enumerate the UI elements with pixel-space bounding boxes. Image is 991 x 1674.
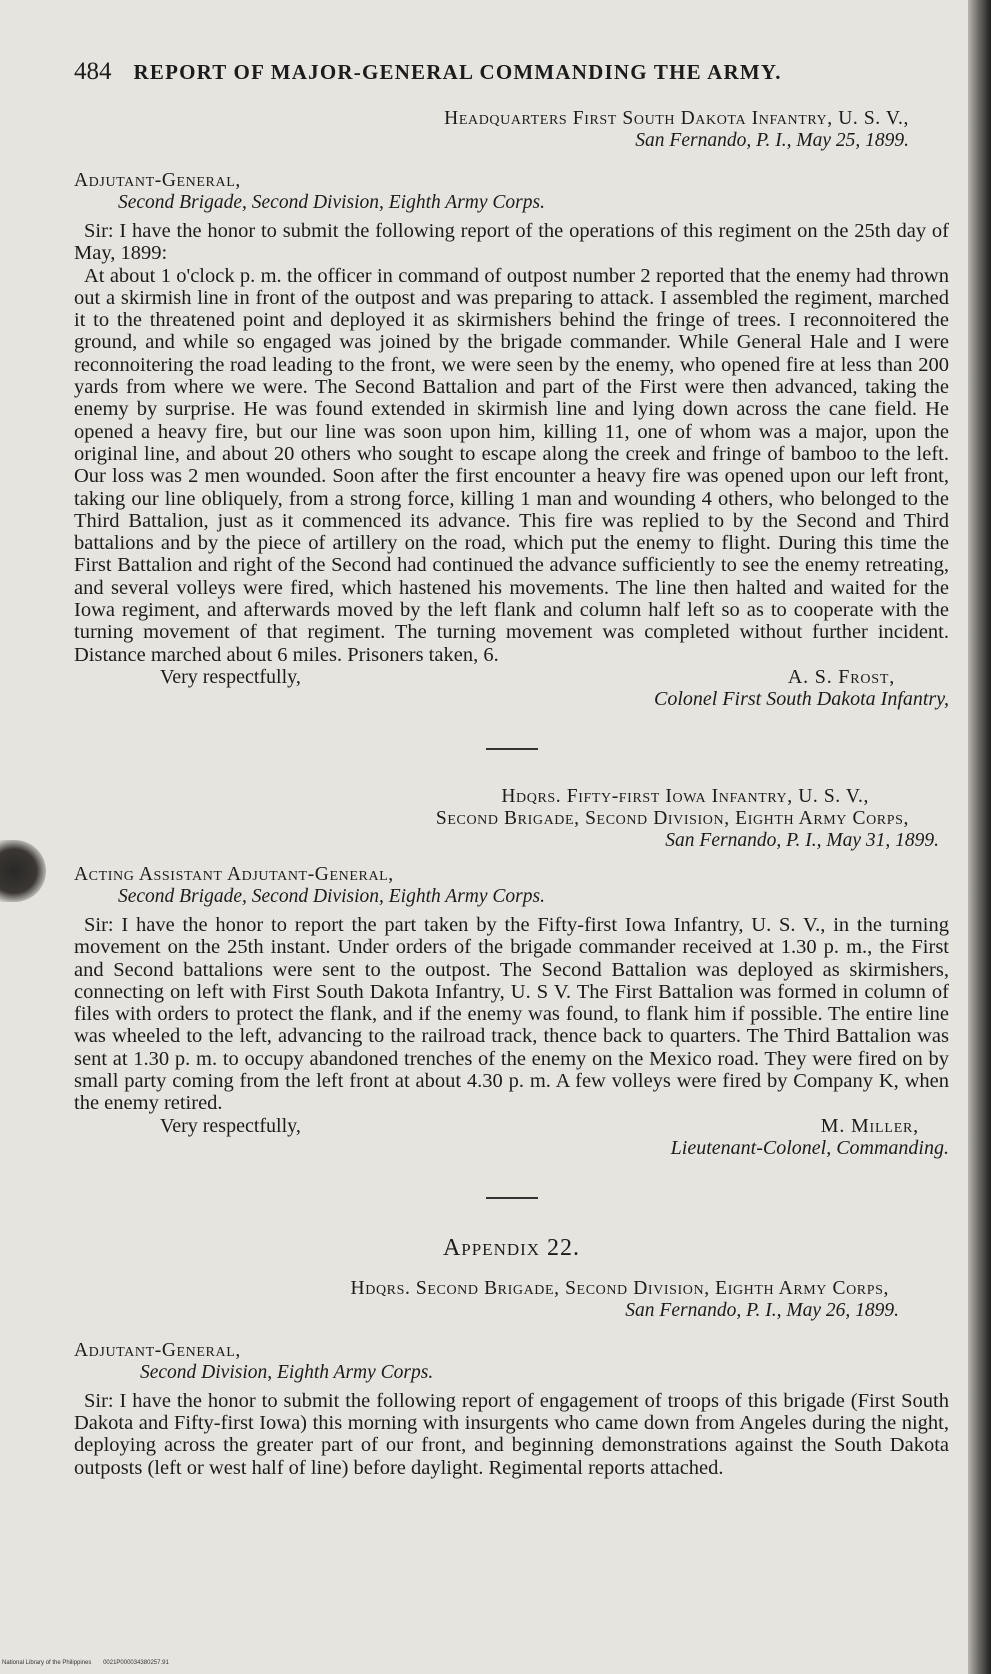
letter1-body xyxy=(74,220,949,666)
running-head xyxy=(74,58,949,86)
letter2-addressee-sub: Second Brigade, Second Division, Eighth Army Corps. xyxy=(118,885,545,907)
appendix-hq-line: Hdqrs. Second Brigade, Second Division, Eighth Army Corps, xyxy=(350,1277,889,1299)
running-title: REPORT OF MAJOR-GENERAL COMMANDING THE ARMY. xyxy=(133,60,782,84)
letter2-addressee-block xyxy=(74,864,949,908)
appendix-addressee-block xyxy=(74,1340,949,1384)
appendix-paragraph: Sir: I have the honor to submit the following report of engagement of troops of this brigade (First South Dakota and Fifty-first Iowa) this morning with insurgents who came down from Angeles during the night, deploying across the greater part of our front, and beginning demonstrations against the South Dakota outposts (left or west half of line) before daylight. Regimental reports attached. xyxy=(74,1389,949,1479)
letter2-signer: M. Miller, xyxy=(820,1114,919,1137)
appendix-place-date: San Fernando, P. I., May 26, 1899. xyxy=(625,1299,899,1321)
letter2-signer-title: Lieutenant-Colonel, Commanding. xyxy=(670,1136,949,1159)
book-spine-shadow xyxy=(968,0,991,1674)
appendix-heading: Appendix 22. xyxy=(442,1234,581,1261)
letter2-addressee: Acting Assistant Adjutant-General, xyxy=(74,863,394,885)
letter2-closing: Very respectfully, xyxy=(160,1114,301,1137)
letter2-paragraph: Sir: I have the honor to report the part taken by the Fifty-first Iowa Infantry, U. S. V., in the turning movement on the 25th instant. Under orders of the brigade commander received at 1.30 p. m., the First and Second battalions were sent to the outpost. The Second Battalion was deployed as skirmishers, connecting on left with First South Dakota Infantry, U. S V. The First Battalion was formed in column of files with orders to protect the flank, and if the enemy was found, to flank him if possible. The entire line was wheeled to the left, advancing to the railroad track, thence back to quarters. The Third Battalion was sent at 1.30 p. m. to occupy abandoned trenches of the enemy on the Mexico road. They were fired on by small party coming from the left front at about 4.30 p. m. A few volleys were fired by Company K, when the enemy retired. xyxy=(74,913,949,1115)
letter2-hq-line-1: Hdqrs. Fifty-first Iowa Infantry, U. S. V., xyxy=(501,785,869,807)
letter2-body xyxy=(74,914,949,1115)
appendix-body xyxy=(74,1390,949,1479)
letter1-paragraph-2: At about 1 o'clock p. m. the officer in command of outpost number 2 reported that the enemy had thrown out a skirmish line in front of the outpost and was preparing to attack. I assembled the regiment, marched it to the threatened point and deployed it as skirmishers behind the fringe of trees. I reconnoitered the ground, and while so engaged was joined by the brigade commander. While General Hale and I were reconnoitering the road leading to the front, we were seen by the enemy, who opened fire at less than 200 yards from where we were. The Second Battalion and part of the First were then advanced, taking the enemy by surprise. He was found extended in skirmish line and lying down across the cane field. He opened a heavy fire, but our line was soon upon him, killing 11, one of whom was a major, upon the original line, and about 20 others who sought to escape along the creek and fringe of bamboo to the left. Our loss was 2 men wounded. Soon after the first encounter a heavy fire was opened upon our left front, taking our line obliquely, from a strong force, killing 1 man and wounding 4 others, who belonged to the Third Battalion, just as it commenced its advance. This fire was replied to by the Second and Third battalions and by the piece of artillery on the road, which put the enemy to flight. During this time the First Battalion and right of the Second had continued the advance sufficiently to see the enemy retreating, and several volleys were fired, which hastened his movements. The line then halted and waited for the Iowa regiment, and afterwards moved by the left flank and column half left so as to cooperate with the turning movement of that regiment. The turning movement was completed without further incident. Distance marched about 6 miles. Prisoners taken, 6. xyxy=(74,264,949,666)
footer-library: National Library of the Philippines xyxy=(2,1660,92,1666)
page-number: 484 xyxy=(74,58,112,85)
letter1-paragraph-1: Sir: I have the honor to submit the following report of the operations of this regiment on the 25th day of May, 1899: xyxy=(74,220,949,265)
letter2-hq-line-2: Second Brigade, Second Division, Eighth Army Corps, xyxy=(435,807,909,829)
letter1-addressee-sub: Second Brigade, Second Division, Eighth Army Corps. xyxy=(118,192,545,213)
appendix-addressee-sub: Second Division, Eighth Army Corps. xyxy=(140,1361,434,1383)
page-content xyxy=(74,58,949,1479)
section-divider-2 xyxy=(486,1197,538,1199)
thumb-shadow xyxy=(0,840,46,902)
appendix-addressee: Adjutant-General, xyxy=(74,1339,241,1361)
section-divider xyxy=(486,748,538,750)
scan-footer xyxy=(2,1660,179,1666)
letter1-hq-line: Headquarters First South Dakota Infantry, U. S. V., xyxy=(444,108,909,129)
letter1-signer: A. S. Frost, xyxy=(787,665,895,688)
letter2-place-date: San Fernando, P. I., May 31, 1899. xyxy=(665,829,939,851)
letter1-addressee: Adjutant-General, xyxy=(74,170,241,191)
letter1-place-date: San Fernando, P. I., May 25, 1899. xyxy=(635,130,909,151)
footer-code: 0021P000034380257.91 xyxy=(103,1660,169,1666)
letter1-closing: Very respectfully, xyxy=(160,665,301,688)
letter1-addressee-block xyxy=(74,170,949,214)
letter1-signer-title: Colonel First South Dakota Infantry, xyxy=(654,687,949,710)
